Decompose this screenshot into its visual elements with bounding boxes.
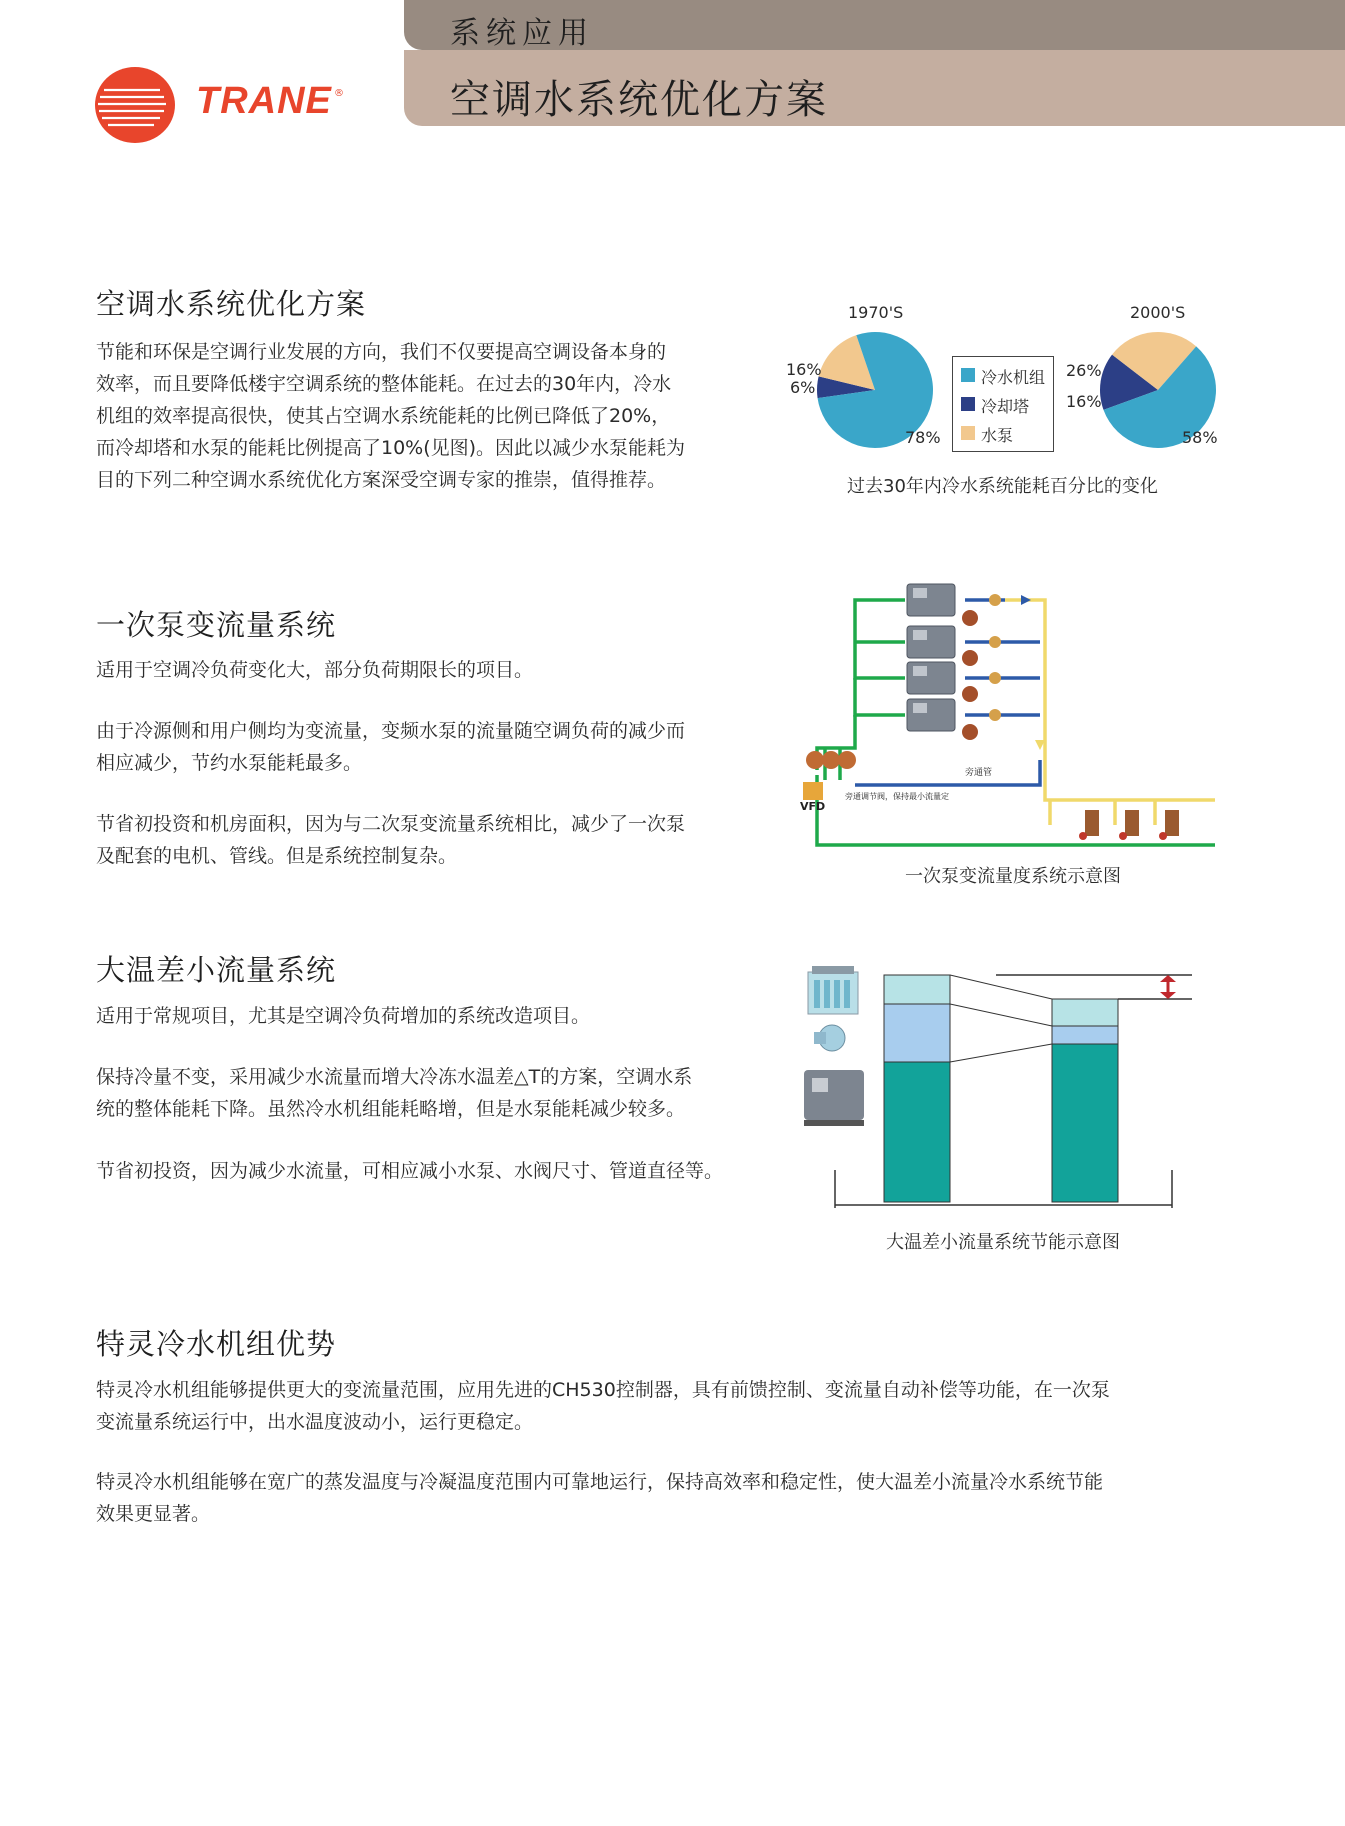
section1-line: 而冷却塔和水泵的能耗比例提高了10%(见图)。因此以减少水泵能耗为 <box>96 437 686 459</box>
section2-p2-line: 由于冷源侧和用户侧均为变流量，变频水泵的流量随空调负荷的减少而 <box>96 720 686 742</box>
section3-p2 <box>96 1061 692 1125</box>
pie2-label-tower: 16% <box>1066 392 1102 411</box>
section1-paragraph <box>96 336 756 496</box>
section2-title: 一次泵变流量系统 <box>96 608 337 642</box>
vfd-label: VFD <box>800 800 826 813</box>
section3-p2-line: 统的整体能耗下降。虽然冷水机组能耗略增，但是水泵能耗减少较多。 <box>96 1098 686 1120</box>
diagram1-caption: 一次泵变流量度系统示意图 <box>905 866 1121 887</box>
section1-line: 节能和环保是空调行业发展的方向，我们不仅要提高空调设备本身的 <box>96 341 667 363</box>
section1-line: 目的下列二种空调水系统优化方案深受空调专家的推崇，值得推荐。 <box>96 469 667 491</box>
section3-p3: 节省初投资，因为减少水流量，可相应减小水泵、水阀尺寸、管道直径等。 <box>96 1160 724 1182</box>
section3-p1: 适用于常规项目，尤其是空调冷负荷增加的系统改造项目。 <box>96 1005 591 1027</box>
pie1-label-tower: 6% <box>790 378 816 397</box>
section2-p3-line: 及配套的电机、管线。但是系统控制复杂。 <box>96 845 458 867</box>
bypass-label: 旁通管 <box>965 768 993 778</box>
section2-p1: 适用于空调冷负荷变化大，部分负荷期限长的项目。 <box>96 659 534 681</box>
section4-title: 特灵冷水机组优势 <box>96 1327 337 1361</box>
section1-line: 机组的效率提高很快，使其占空调水系统能耗的比例已降低了20%， <box>96 405 671 427</box>
legend-swatch-chiller <box>961 368 975 382</box>
pie1-title: 1970'S <box>848 303 904 322</box>
header-category: 系统应用 <box>450 16 594 51</box>
section3-title: 大温差小流量系统 <box>96 953 337 987</box>
section4-p1-line: 特灵冷水机组能够提供更大的变流量范围，应用先进的CH530控制器，具有前馈控制、变流量自动补偿等功能，在一次泵 <box>96 1379 1110 1401</box>
section2-p3 <box>96 808 685 872</box>
legend-label-pump: 水泵 <box>981 426 1014 445</box>
legend-label-chiller: 冷水机组 <box>981 368 1046 387</box>
pie2-title: 2000'S <box>1130 303 1186 322</box>
primary-variable-flow-diagram <box>795 570 1215 860</box>
section2-p2 <box>96 715 685 779</box>
bypass-note: 旁通调节阀，保持最小流量定 <box>845 792 949 801</box>
section3-p2-line: 保持冷量不变，采用减少水流量而增大冷冻水温差△T的方案，空调水系 <box>96 1066 693 1088</box>
trane-logo-text: TRANE <box>196 80 332 122</box>
pie2-label-pump: 26% <box>1066 361 1102 380</box>
trane-logo-reg: ® <box>334 88 344 99</box>
section1-title: 空调水系统优化方案 <box>96 287 367 321</box>
legend-label-tower: 冷却塔 <box>981 397 1030 416</box>
section1-line: 效率，而且要降低楼宇空调系统的整体能耗。在过去的30年内，冷水 <box>96 373 672 395</box>
section4-p1-line: 变流量系统运行中，出水温度波动小，运行更稳定。 <box>96 1411 534 1433</box>
section2-p2-line: 相应减少，节约水泵能耗最多。 <box>96 752 363 774</box>
pie-legend <box>952 356 1054 452</box>
header-title: 空调水系统优化方案 <box>450 77 828 123</box>
legend-swatch-pump <box>961 426 975 440</box>
section4-p2-line: 效果更显著。 <box>96 1503 211 1525</box>
section4-p2 <box>96 1466 1276 1530</box>
pie2-label-chiller: 58% <box>1182 428 1218 447</box>
section4-p1 <box>96 1374 1276 1438</box>
section4-p2-line: 特灵冷水机组能够在宽广的蒸发温度与冷凝温度范围内可靠地运行，保持高效率和稳定性，使大温差小流量冷水系统节能 <box>96 1471 1104 1493</box>
diagram2-caption: 大温差小流量系统节能示意图 <box>886 1232 1120 1253</box>
legend-swatch-tower <box>961 397 975 411</box>
pie1-label-chiller: 78% <box>905 428 941 447</box>
trane-logo-icon <box>94 66 176 144</box>
large-delta-t-diagram <box>800 960 1200 1220</box>
section2-p3-line: 节省初投资和机房面积，因为与二次泵变流量系统相比，减少了一次泵 <box>96 813 686 835</box>
pie-caption: 过去30年内冷水系统能耗百分比的变化 <box>847 476 1158 497</box>
pie1-label-pump: 16% <box>786 360 822 379</box>
